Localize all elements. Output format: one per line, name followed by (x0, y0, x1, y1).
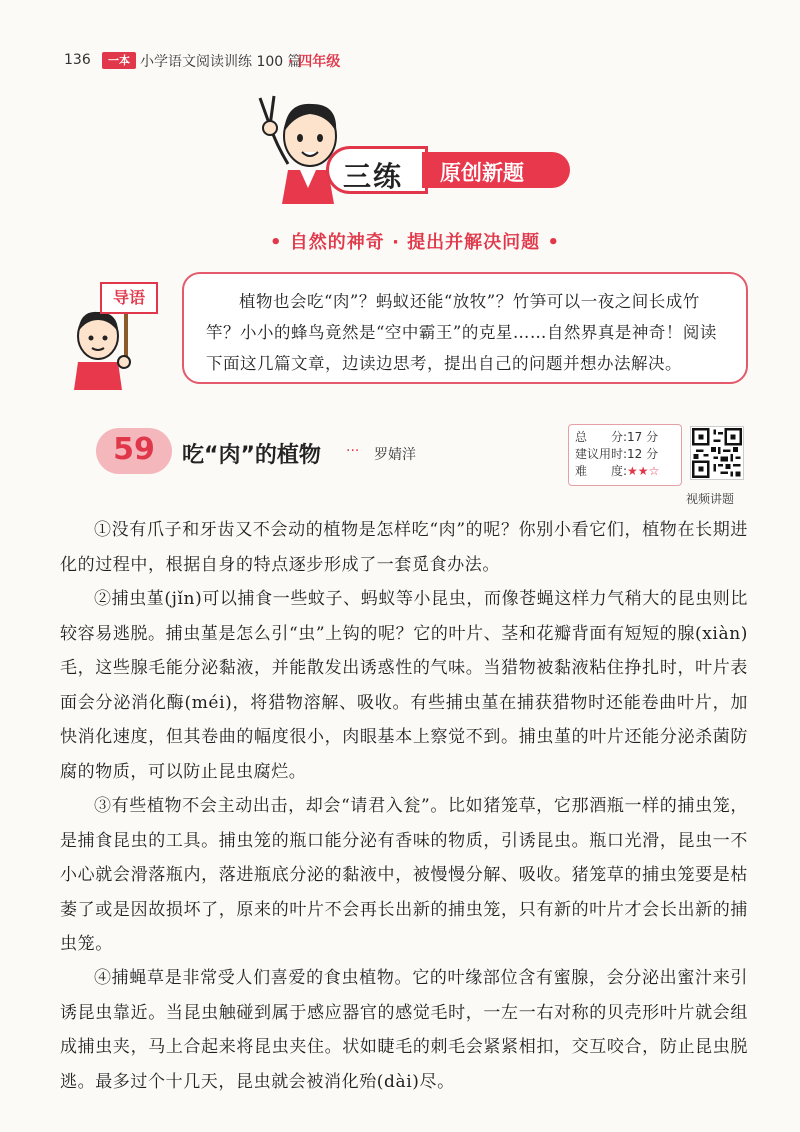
info-box (568, 424, 682, 486)
score-value: 17 分 (627, 430, 659, 444)
section-banner (326, 146, 570, 194)
author-dots: ··· (346, 443, 360, 459)
guide-label: 导语 (112, 288, 145, 307)
page-number: 136 (64, 52, 91, 68)
difficulty-stars: ★★☆ (627, 464, 660, 478)
difficulty-row (575, 463, 675, 480)
time-row (575, 446, 675, 463)
book-title: 小学语文阅读训练 100 篇 (140, 54, 302, 70)
article-author: 罗婧洋 (374, 447, 416, 463)
guide-sign (100, 282, 158, 314)
banner-left-box (326, 146, 428, 194)
paragraph-4: ④捕蝇草是非常受人们喜爱的食虫植物。它的叶缘部位含有蜜腺，会分泌出蜜汁来引诱昆虫靠近。当昆虫触碰到属于感应器官的感觉毛时，一左一右对称的贝壳形叶片就会组成捕虫夹，马上合起来将昆虫夹住。状如睫毛的刺毛会紧紧相扣，交互咬合，防止昆虫脱逃。最多过个十几天，昆虫就会被消化殆(dài)尽。 (60, 968, 748, 1092)
article-number-badge (96, 428, 172, 474)
banner-left-text: 三练 (343, 160, 404, 193)
difficulty-label: 难 度: (575, 464, 628, 478)
paragraph-2: ②捕虫堇(jǐn)可以捕食一些蚊子、蚂蚁等小昆虫，而像苍蝇这样力气稍大的昆虫则比较容易逃脱。捕虫堇是怎么引“虫”上钩的呢？它的叶片、茎和花瓣背面有短短的腺(xiàn)毛，这些腺毛能分泌黏液，并能散发出诱惑性的气味。当猎物被黏液粘住挣扎时，叶片表面会分泌消化酶(méi)，将猎物溶解、吸收。有些捕虫堇在捕获猎物时还能卷曲叶片，加快消化速度，但其卷曲的幅度很小，肉眼基本上察觉不到。捕虫堇的叶片还能分泌杀菌防腐的物质，可以防止昆虫腐烂。 (60, 589, 748, 782)
time-value: 12 分 (627, 447, 659, 461)
qr-label: 视频讲题 (686, 492, 735, 506)
score-row (575, 429, 675, 446)
paragraph-1: ①没有爪子和牙齿又不会动的植物是怎样吃“肉”的呢？你别小看它们，植物在长期进化的过程中，根据自身的特点逐步形成了一套觅食办法。 (60, 520, 748, 575)
article-title: 吃“肉”的植物 (182, 443, 321, 468)
banner-right-text: 原创新题 (440, 161, 524, 185)
section-subtitle: • 自然的神奇 · 提出并解决问题 • (270, 232, 560, 253)
qr-code-icon[interactable] (690, 426, 744, 480)
intro-text: 植物也会吃“肉”？蚂蚁还能“放牧”？竹笋可以一夜之间长成竹竿？小小的蜂鸟竟然是“空中霸王”的克星……自然界真是神奇！阅读下面这几篇文章，边读边思考，提出自己的问题并想办法解决。 (206, 292, 717, 373)
paragraph-3: ③有些植物不会主动出击，却会“请君入瓮”。比如猪笼草，它那酒瓶一样的捕虫笼，是捕食昆虫的工具。捕虫笼的瓶口能分泌有香味的物质，引诱昆虫。瓶口光滑，昆虫一不小心就会滑落瓶内，落进瓶底分泌的黏液中，被慢慢分解、吸收。猪笼草的捕虫笼要是枯萎了或是因故损坏了，原来的叶片不会再长出新的捕虫笼，只有新的叶片才会长出新的捕虫笼。 (60, 796, 748, 954)
banner-right-box (422, 152, 570, 188)
brand-badge: 一本 (102, 52, 136, 69)
intro-bubble (182, 272, 748, 384)
article-number: 59 (113, 432, 155, 467)
grade-label: · 四年级 (288, 54, 341, 70)
time-label: 建议用时: (575, 447, 628, 461)
score-label: 总 分: (575, 430, 628, 444)
